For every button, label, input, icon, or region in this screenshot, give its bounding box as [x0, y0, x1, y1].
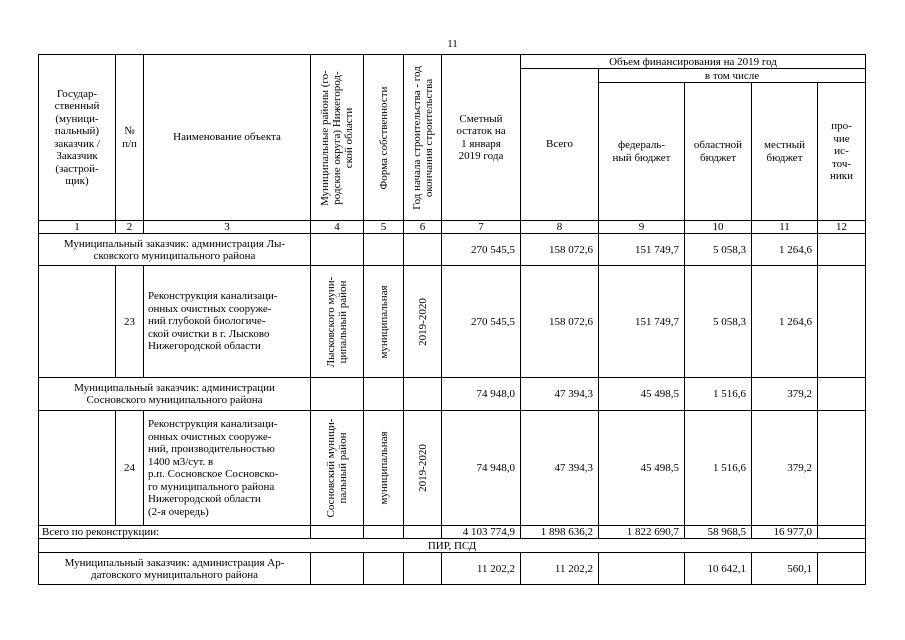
header-including: в том числе [599, 69, 866, 83]
local-value: 16 977,0 [752, 526, 818, 539]
total-value: 47 394,3 [521, 411, 599, 526]
remaining-value: 4 103 774,9 [442, 526, 521, 539]
regional-value: 1 516,6 [685, 378, 752, 411]
other-value [818, 266, 866, 378]
header-ownership: Форма собственности [364, 55, 404, 221]
object-years: 2019-2020 [404, 411, 442, 526]
object-row-23 [39, 266, 866, 378]
remaining-value: 270 545,5 [442, 266, 521, 378]
object-years: 2019-2020 [404, 266, 442, 378]
other-value [818, 553, 866, 585]
column-number: 9 [599, 221, 685, 234]
header-total: Всего [521, 69, 599, 221]
column-number: 10 [685, 221, 752, 234]
header-districts: Муниципальные районы (го-родские округа) Нижегород-ской области [311, 55, 364, 221]
column-number: 11 [752, 221, 818, 234]
column-number: 6 [404, 221, 442, 234]
object-number: 24 [116, 411, 144, 526]
other-value [818, 526, 866, 539]
header-remaining: Сметный остаток на 1 января 2019 года [442, 55, 521, 221]
federal-value: 45 498,5 [599, 411, 685, 526]
object-name: Реконструкция канализаци- онных очистных сооруже- ний глубокой биологиче- ской очистки в г. Лысково Нижегородской области [144, 266, 311, 378]
remaining-value: 270 545,5 [442, 234, 521, 266]
header-regional: областной бюджет [685, 83, 752, 221]
local-value: 379,2 [752, 411, 818, 526]
customer-row-sosnovskoe [39, 378, 866, 411]
page-number: 11 [447, 38, 458, 50]
local-value: 1 264,6 [752, 266, 818, 378]
total-value: 158 072,6 [521, 234, 599, 266]
reconstruction-total-label: Всего по реконструкции: [39, 526, 311, 539]
object-number: 23 [116, 266, 144, 378]
column-number: 1 [39, 221, 116, 234]
regional-value: 58 968,5 [685, 526, 752, 539]
financing-table [38, 54, 866, 585]
header-other: про- чие ис- точ- ники [818, 83, 866, 221]
column-number: 7 [442, 221, 521, 234]
column-number: 8 [521, 221, 599, 234]
column-number: 3 [144, 221, 311, 234]
federal-value [599, 553, 685, 585]
regional-value: 1 516,6 [685, 411, 752, 526]
other-value [818, 378, 866, 411]
header-federal: федераль- ный бюджет [599, 83, 685, 221]
header-years: Год начала строительства - год окончания строительства [404, 55, 442, 221]
remaining-value: 11 202,2 [442, 553, 521, 585]
object-name: Реконструкция канализаци- онных очистных сооруже- ний, производительностью 1400 м3/сут. в р.п. Сосновское Сосновско- го муниципального района Нижегородской области (2-я очередь) [144, 411, 311, 526]
column-numbers-row [39, 221, 866, 234]
object-district: Сосновский муници-пальный район [311, 411, 364, 526]
reconstruction-total-row [39, 526, 866, 539]
customer-row-lyskovo [39, 234, 866, 266]
federal-value: 1 822 690,7 [599, 526, 685, 539]
total-value: 47 394,3 [521, 378, 599, 411]
other-value [818, 234, 866, 266]
remaining-value: 74 948,0 [442, 378, 521, 411]
header-funding-group: Объем финансирования на 2019 год [521, 55, 866, 69]
column-number: 4 [311, 221, 364, 234]
customer-label: Муниципальный заказчик: администрация Лы- сковского муниципального района [39, 234, 311, 266]
object-district: Лысковского муни-ципальный район [311, 266, 364, 378]
total-value: 158 072,6 [521, 266, 599, 378]
header-object-name: Наименование объекта [144, 55, 311, 221]
local-value: 560,1 [752, 553, 818, 585]
local-value: 379,2 [752, 378, 818, 411]
header-num: № п/п [116, 55, 144, 221]
object-ownership: муниципальная [364, 411, 404, 526]
object-ownership: муниципальная [364, 266, 404, 378]
column-number: 12 [818, 221, 866, 234]
federal-value: 151 749,7 [599, 266, 685, 378]
header-local: местный бюджет [752, 83, 818, 221]
regional-value: 5 058,3 [685, 234, 752, 266]
section-row [39, 539, 866, 553]
other-value [818, 411, 866, 526]
customer-label: Муниципальный заказчик: администрация Ар- датовского муниципального района [39, 553, 311, 585]
total-value: 11 202,2 [521, 553, 599, 585]
customer-label: Муниципальный заказчик: администрации Сосновского муниципального района [39, 378, 311, 411]
federal-value: 151 749,7 [599, 234, 685, 266]
object-row-24 [39, 411, 866, 526]
column-number: 2 [116, 221, 144, 234]
regional-value: 5 058,3 [685, 266, 752, 378]
local-value: 1 264,6 [752, 234, 818, 266]
remaining-value: 74 948,0 [442, 411, 521, 526]
customer-row-ardatov [39, 553, 866, 585]
section-title: ПИР, ПСД [39, 539, 866, 553]
regional-value: 10 642,1 [685, 553, 752, 585]
federal-value: 45 498,5 [599, 378, 685, 411]
column-number: 5 [364, 221, 404, 234]
total-value: 1 898 636,2 [521, 526, 599, 539]
header-customer: Государ- ственный (муници- пальный) заказчик / Заказчик (застрой- щик) [39, 55, 116, 221]
